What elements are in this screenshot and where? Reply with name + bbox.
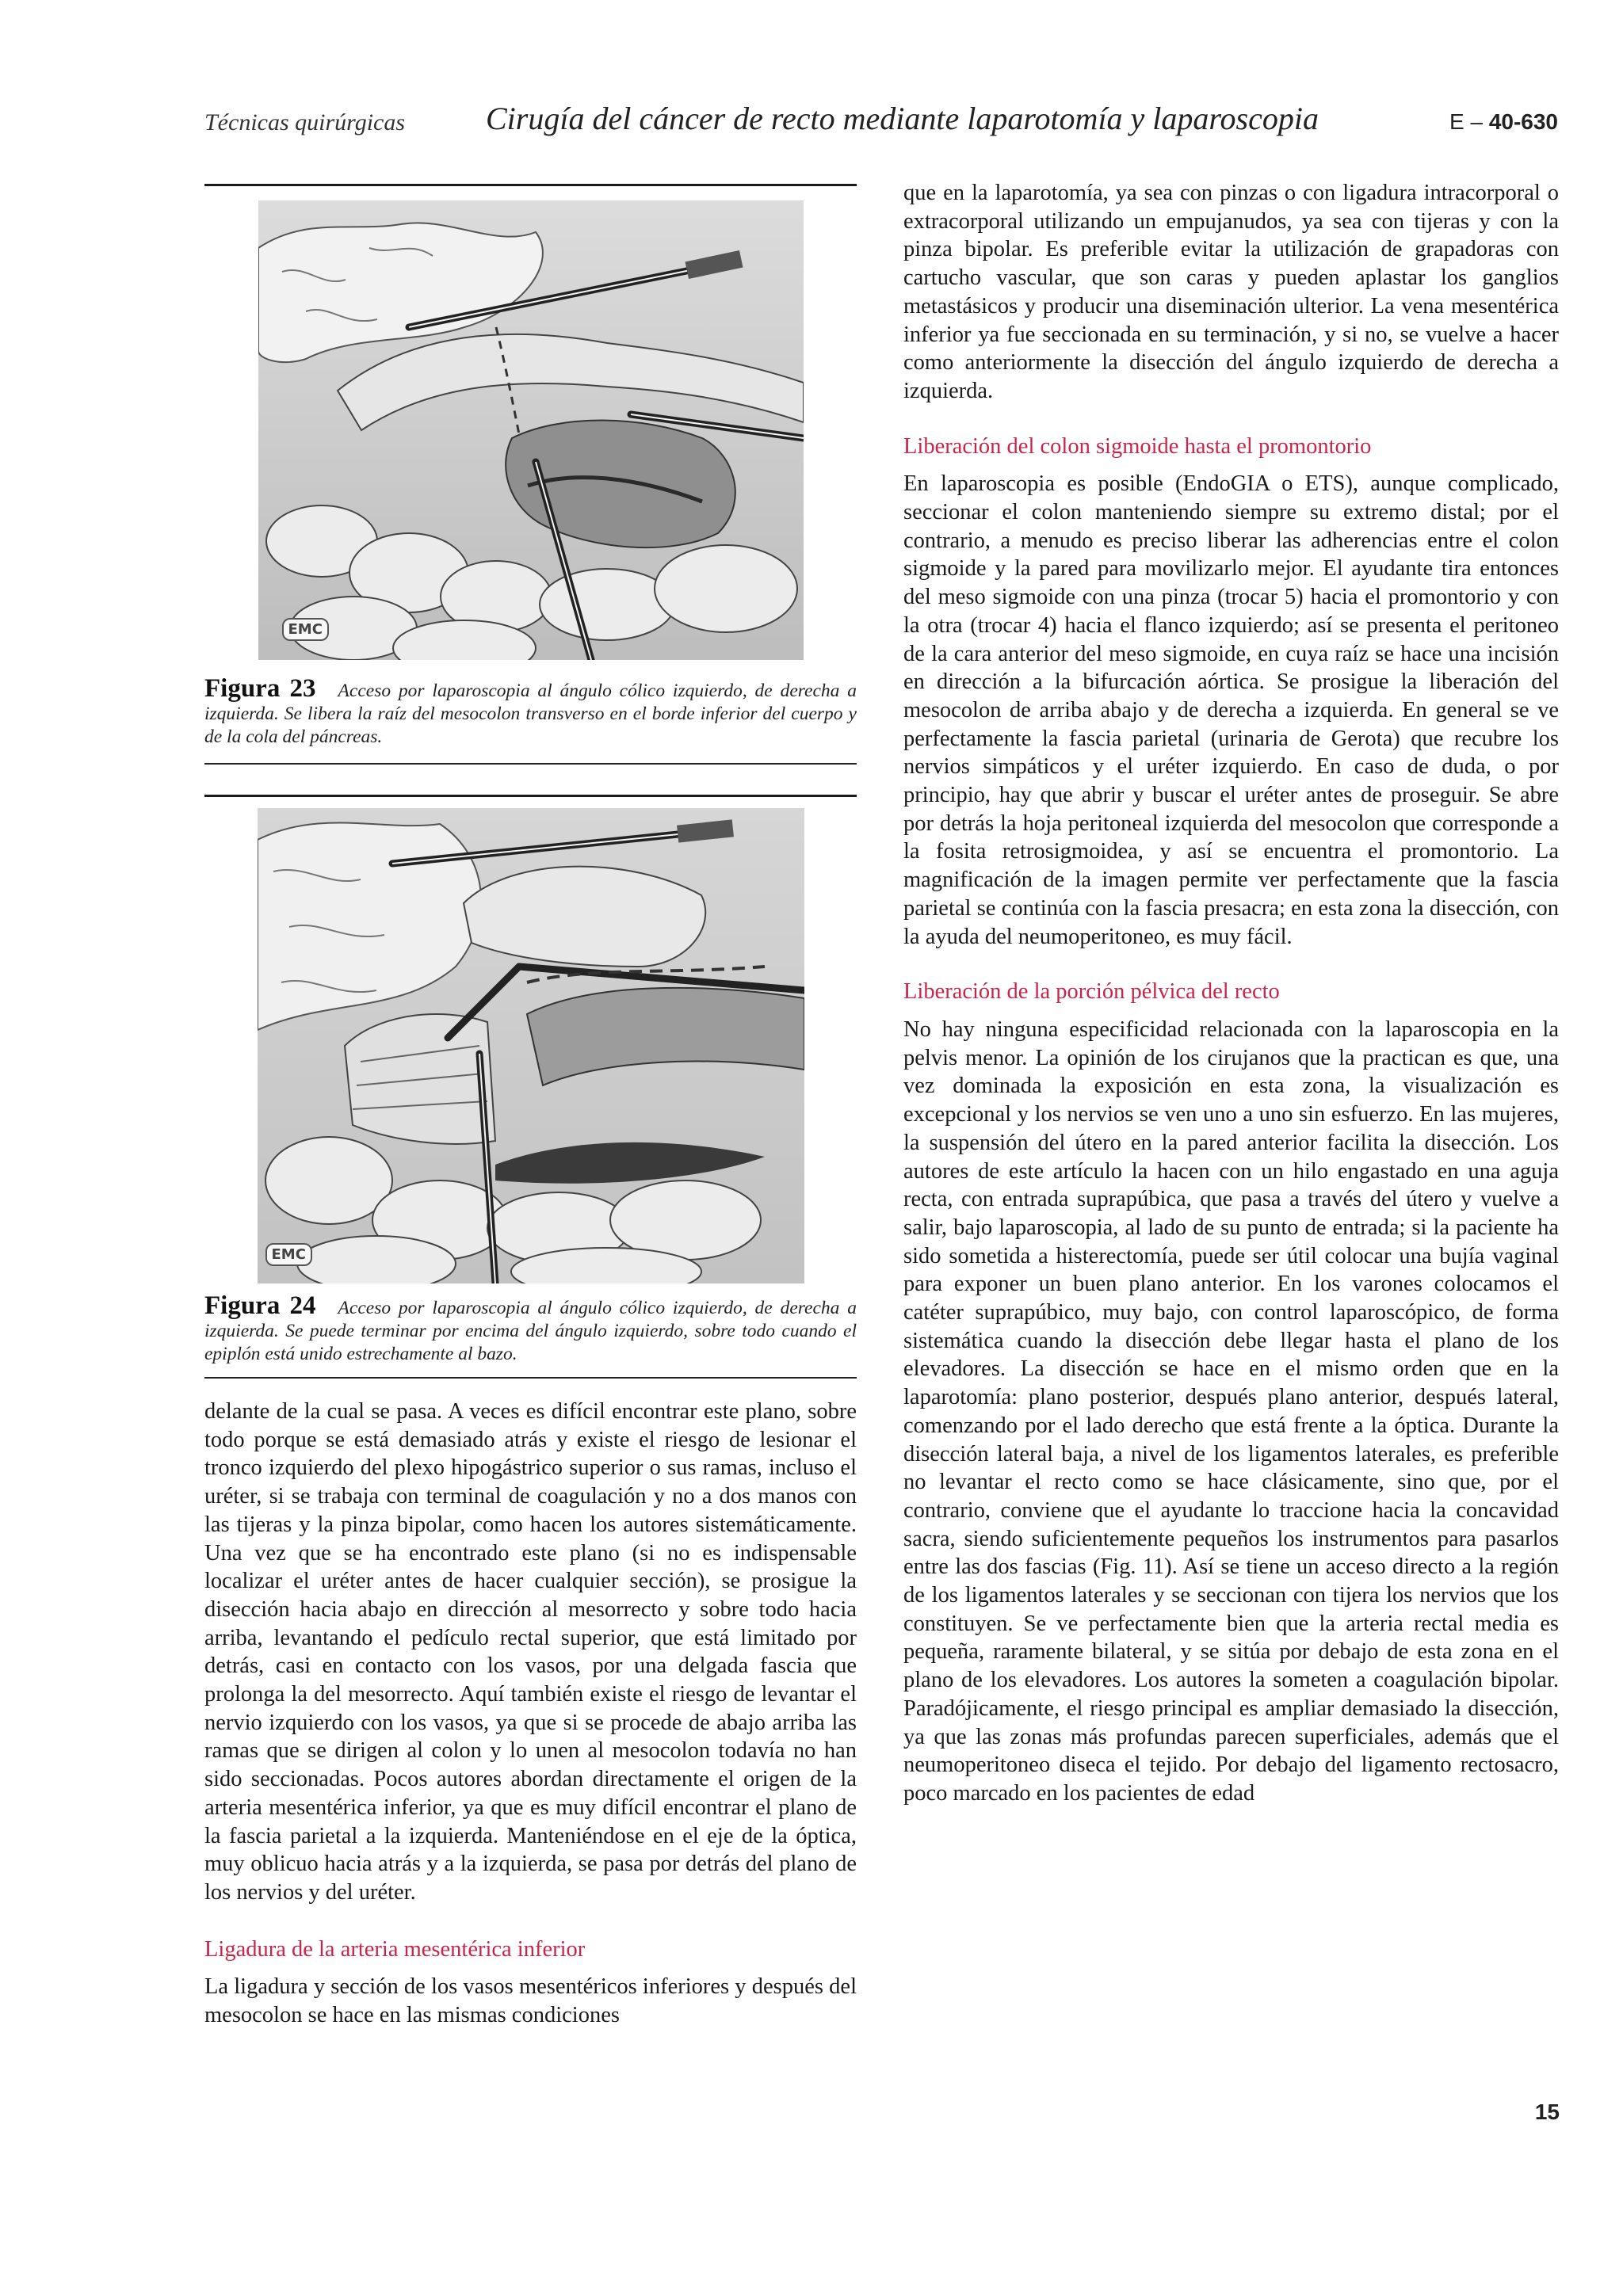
left-paragraph-1: delante de la cual se pasa. A veces es difícil encontrar este plano, sobre todo porque se está demasiado atrás y existe el riesgo de lesionar el tronco izquierdo del plexo hipogástrico superior o sus ramas, incluso el uréter, si se trabaja con terminal de coagulación y no a dos manos con las tijeras y la pinza bipolar, como hacen los autores sistemáticamente. Una vez que se ha encontrado este plano (si no es indispensable localizar el uréter antes de hacer cualquier sección), se prosigue la disección hacia abajo en dirección al mesorrecto y sobre todo hacia arriba, levantando el pedículo rectal superior, que está limitado por detrás, casi en contacto con los vasos, por una delgada fascia que prolonga la del mesorrecto. Aquí también existe el riesgo de levantar el nervio izquierdo con los vasos, ya que si se procede de abajo arriba las ramas que se dirigen al colon y lo unen al mesocolon todavía no han sido seccionadas. Pocos autores abordan directamente el origen de la arteria mesentérica inferior, ya que es muy difícil encontrar el plano de la fascia parietal a la izquierda. Manteniéndose en el eje de la óptica, muy oblicuo hacia atrás y a la izquierda, se pasa por detrás del plano de los nervios y del uréter. [204,1399,857,1905]
right-paragraph-2: En laparoscopia es posible (EndoGIA o ETS), aunque complicado, seccionar el colon manteniendo siempre su extremo distal; por el contrario, a menudo es preciso liberar las adherencias entre el colon sigmoide y la pared para movilizarlo mejor. El ayudante tira entonces del meso sigmoide con una pinza (trocar 5) hacia el promontorio y con la otra (trocar 4) hacia el flanco izquierdo; así se presenta el peritoneo de la cara anterior del meso sigmoide, en cuya raíz se hace una incisión en dirección a la bifurcación aórtica. Se prosigue la liberación del mesocolon de arriba abajo y de derecha a izquierda. En general se ve perfectamente la fascia parietal (urinaria de Gerota) que recubre los nervios simpáticos y el uréter izquierdo. En caso de duda, o por principio, hay que abrir y buscar el uréter antes de proseguir. Se abre por detrás la hoja peritoneal izquierda del mesocolon que corresponde a la fosita retrosigmoidea, y así se encuentra el promontorio. La magnificación de la imagen permite ver perfectamente que la fascia parietal se continúa con la fascia presacra; en esta zona la disección, con la ayuda del neumoperitoneo, es muy fácil. [903,471,1559,949]
figure24-top-rule [204,795,857,797]
left-paragraph-2: La ligadura y sección de los vasos mesentéricos inferiores y después del mesocolon se hace en las mismas condiciones [204,1974,857,2028]
figure-23-illustration [258,200,804,660]
heading-liberacion-sigmoide: Liberación del colon sigmoide hasta el promontorio [903,433,1372,459]
figure-23-caption-text: Acceso por laparoscopia al ángulo cólico izquierdo, de derecha a izquierda. Se libera la raíz del mesocolon transverso en el borde inferior del cuerpo y de la cola del páncreas. [204,681,857,747]
header-reference [1449,109,1558,135]
figure-24-logo: EMC [265,1243,312,1266]
right-column [903,179,1559,1808]
page-number: 15 [1534,2100,1560,2124]
left-column [204,184,857,2030]
figure-23-label: Figura 23 [204,674,316,703]
header-section: Técnicas quirúrgicas [204,109,406,135]
figure-24-illustration [258,808,804,1283]
right-paragraph-3: No hay ninguna especificidad relacionada con la laparoscopia en la pelvis menor. La opinión de los cirujanos que la practican es que, una vez dominada la exposición en esta zona, la visualización es excepcional y los nervios se ven uno a uno sin esfuerzo. En las mujeres, la suspensión del útero en la pared anterior facilita la disección. Los autores de este artículo la hacen con un hilo engastado en una aguja recta, con entrada suprapúbica, que pasa a través del útero y vuelve a salir, bajo laparoscopia, al lado de su punto de entrada; si la paciente ha sido sometida a histerectomía, puede ser útil colocar una bujía vaginal para exponer un buen plano anterior. En los varones colocamos el catéter suprapúbico, muy bajo, con control laparoscópico, de forma sistemática cuando la disección debe llegar hasta el plano de los elevadores. La disección se hace en el mismo orden que en la laparotomía: plano posterior, después plano anterior, después lateral, comenzando por el lado derecho que está frente a la óptica. Durante la disección lateral baja, a nivel de los ligamentos laterales, es preferible no levantar el recto como se hace clásicamente, sino que, por el contrario, conviene que el ayudante lo traccione hacia la concavidad sacra, siendo suficientemente pequeños los instrumentos para pasarlos entre las dos fascias (Fig. 11). Así se tiene un acceso directo a la región de los ligamentos laterales y se seccionan con tijera los nervios que los constituyen. Se ve perfectamente bien que la arteria rectal media es pequeña, raramente bilateral, y se sitúa por debajo de esta zona en el plano de los elevadores. Los autores la someten a coagulación bipolar. Paradójicamente, el riesgo principal es ampliar demasiado la disección, ya que las zonas más profundas parecen superficiales, además que el neumoperitoneo diseca el tejido. Por debajo del ligamento rectosacro, poco marcado en los pacientes de edad [903,1016,1559,1806]
figure-23-drawing [258,200,804,660]
figure-24 [204,808,857,1283]
header-title: Cirugía del cáncer de recto mediante laparotomía y laparoscopia [486,101,1319,136]
right-paragraph-1: que en la laparotomía, ya sea con pinzas o con ligadura intracorporal o extracorporal utilizando un empujanudos, ya sea con tijeras y con la pinza bipolar. Es preferible evitar la utilización de grapadoras con cartucho vascular, que son caras y pueden aplastar los ganglios metastásicos y producir una diseminación ulterior. La vena mesentérica inferior ya fue seccionada en su terminación, y si no, se vuelve a hacer como anteriormente la disección del ángulo izquierdo de derecha a izquierda. [903,181,1559,403]
header-ref-prefix: E – [1449,109,1489,134]
running-header [204,100,1558,147]
figure-24-caption-text: Acceso por laparoscopia al ángulo cólico izquierdo, de derecha a izquierda. Se puede terminar por encima del ángulo izquierdo, sobre todo cuando el epiplón está unido estrechamente al bazo. [204,1298,857,1364]
figure24-bottom-rule [204,1377,857,1379]
figure-23 [204,200,857,660]
figure-24-drawing [258,808,804,1283]
heading-liberacion-pelvica: Liberación de la porción pélvica del recto [903,979,1280,1005]
figure23-top-rule [204,184,857,186]
figure-24-label: Figura 24 [204,1291,316,1320]
figure-23-caption [204,674,857,749]
header-ref-number: 40-630 [1488,109,1558,134]
figure23-bottom-rule [204,763,857,765]
figure-23-logo: EMC [282,618,329,641]
heading-ligadura: Ligadura de la arteria mesentérica inferior [204,1936,586,1962]
figure-24-caption [204,1291,857,1366]
